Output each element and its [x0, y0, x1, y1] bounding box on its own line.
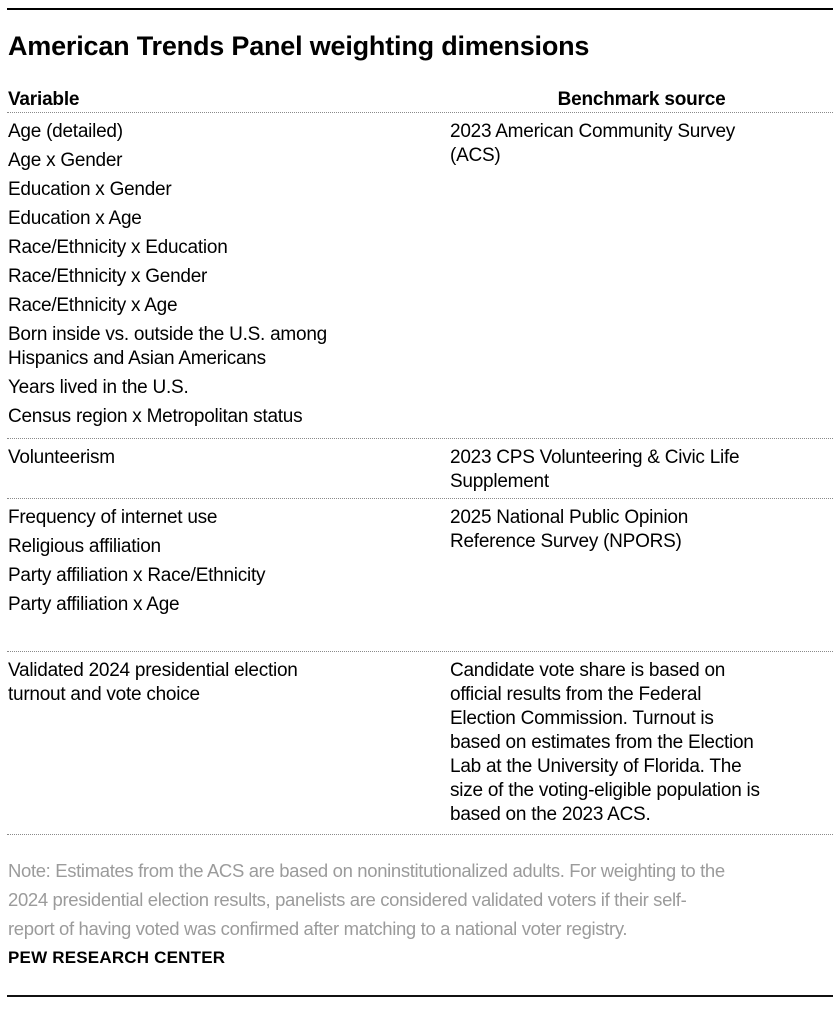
page-title: American Trends Panel weighting dimensions [8, 31, 590, 61]
benchmark-line: Supplement [450, 471, 549, 492]
benchmark-line: Candidate vote share is based on [450, 660, 726, 681]
variable-cell [7, 506, 450, 617]
variable-line: Years lived in the U.S. [8, 377, 189, 398]
table-body [7, 113, 833, 835]
variable-line: Race/Ethnicity x Age [8, 295, 178, 316]
table-row-acs [7, 113, 833, 439]
benchmark-line: Lab at the University of Florida. The [450, 756, 742, 777]
variable-item [8, 236, 450, 260]
note-line: Note: Estimates from the ACS are based on noninstitutionalized adults. For weighting to the [8, 860, 725, 881]
variable-cell [7, 659, 450, 827]
variable-line: Education x Gender [8, 179, 172, 200]
variable-line: Party affiliation x Race/Ethnicity [8, 565, 266, 586]
table-row-npors [7, 499, 833, 652]
table-row-volunteerism [7, 439, 833, 499]
variable-item [8, 535, 450, 559]
benchmark-line: based on the 2023 ACS. [450, 804, 651, 825]
benchmark-cell [450, 120, 833, 429]
variable-line: Census region x Metropolitan status [8, 406, 303, 427]
variable-line: turnout and vote choice [8, 684, 200, 705]
variable-item [8, 265, 450, 289]
benchmark-line: Election Commission. Turnout is [450, 708, 714, 729]
variable-cell [7, 120, 450, 429]
figure-page [0, 8, 840, 997]
column-header-variable: Variable [8, 89, 80, 110]
variable-item [8, 564, 450, 588]
variable-item [8, 120, 450, 144]
benchmark-line: Reference Survey (NPORS) [450, 531, 682, 552]
variable-line: Volunteerism [8, 447, 115, 468]
top-rule [7, 8, 833, 10]
table-header-row [7, 88, 833, 113]
variable-item [8, 294, 450, 318]
variable-item [8, 446, 450, 470]
variable-line: Education x Age [8, 208, 142, 229]
benchmark-line: (ACS) [450, 145, 501, 166]
variable-item [8, 376, 450, 400]
variable-line: Born inside vs. outside the U.S. among [8, 324, 327, 345]
variable-line: Race/Ethnicity x Education [8, 237, 228, 258]
benchmark-line: based on estimates from the Election [450, 732, 754, 753]
pew-research-center-wordmark: PEW RESEARCH CENTER [8, 948, 226, 967]
variable-line: Party affiliation x Age [8, 594, 180, 615]
variable-item [8, 506, 450, 530]
benchmark-cell [450, 506, 833, 617]
variable-line: Hispanics and Asian Americans [8, 348, 266, 369]
note-line: report of having voted was confirmed after matching to a national voter registry. [8, 918, 628, 939]
variable-line: Age (detailed) [8, 121, 123, 142]
benchmark-line: 2025 National Public Opinion [450, 507, 689, 528]
benchmark-line: 2023 CPS Volunteering & Civic Life [450, 447, 740, 468]
note-text [7, 835, 833, 943]
variable-cell [7, 446, 450, 494]
benchmark-line: 2023 American Community Survey [450, 121, 736, 142]
bottom-rule [7, 995, 833, 997]
variable-item [8, 149, 450, 173]
note-line: 2024 presidential election results, panelists are considered validated voters if their self- [8, 889, 687, 910]
variable-item [8, 659, 450, 707]
variable-item [8, 405, 450, 429]
benchmark-cell [450, 446, 833, 494]
variable-item [8, 178, 450, 202]
benchmark-line: official results from the Federal [450, 684, 702, 705]
variable-line: Race/Ethnicity x Gender [8, 266, 208, 287]
benchmark-line: size of the voting-eligible population is [450, 780, 760, 801]
variable-item [8, 323, 450, 371]
variable-line: Validated 2024 presidential election [8, 660, 298, 681]
variable-line: Religious affiliation [8, 536, 161, 557]
variable-item [8, 207, 450, 231]
column-header-benchmark: Benchmark source [557, 89, 726, 110]
variable-line: Age x Gender [8, 150, 123, 171]
variable-line: Frequency of internet use [8, 507, 218, 528]
benchmark-cell [450, 659, 833, 827]
table-row-validated-vote [7, 652, 833, 835]
variable-item [8, 593, 450, 617]
